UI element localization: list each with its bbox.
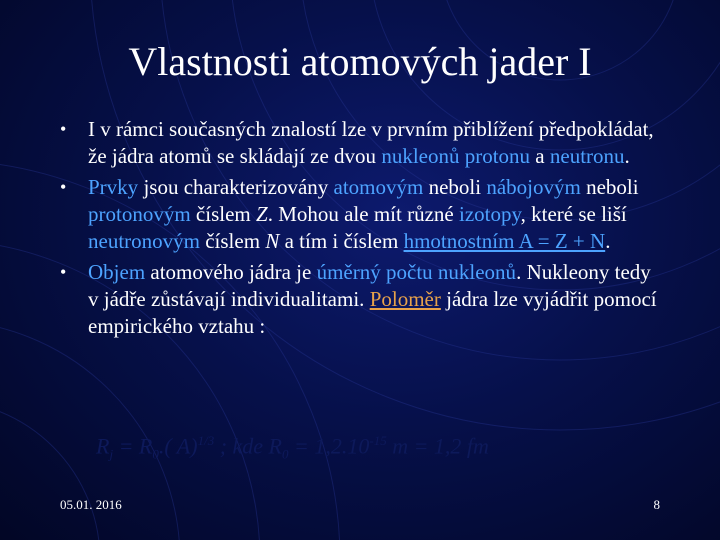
term-hmotnostnim: hmotnostním A = Z + N [403,229,606,253]
bullet-list [60,116,660,344]
term-atomovym: atomovým [333,175,424,199]
term-umerny-poctu-nukleonu: úměrný počtu nukleonů [316,260,517,284]
bullet-1-text-a: I v rámci současných znalostí lze v prvním přiblížení předpokládat, že jádra atomů se skládají ze dvou [88,117,654,168]
polomer-link[interactable]: Poloměr [369,287,441,311]
slide-title: Vlastnosti atomových jader I [128,39,592,84]
bullet-2-text-d: číslem [190,202,256,226]
formula-rhs3-sup: -15 [369,433,387,448]
bullet-item-3 [60,259,660,340]
formula-lhs: R [96,433,110,459]
radius-formula [96,426,656,470]
term-nabojovym: nábojovým [486,175,581,199]
bullet-1-text-c: a [530,144,550,168]
formula-lhs-sub: j [109,446,114,462]
formula-rhs2-sup: 1/3 [197,433,215,448]
formula-rhs4: m = 1,2 fm [386,433,489,459]
bullet-2-text-i: . [605,229,611,253]
bullet-marker: • [60,177,67,197]
formula-rhs1-sub: 0 [152,446,159,462]
term-prvky: Prvky [88,175,139,199]
footer-date: 05.01. 2016 [60,497,122,512]
bullet-3-text-c: jádra lze vyjádřit pomocí empirického vztahu : [88,287,657,338]
bullet-item-1 [60,116,660,170]
formula-rhs2: .( A) [158,433,198,459]
bullet-2-text-h: a tím i číslem [279,229,404,253]
term-protonu: protonu [464,144,531,168]
term-neutronovym: neutronovým [88,229,200,253]
formula-mid-sub: 0 [282,446,289,462]
formula-rhs1: = R [118,433,153,459]
term-neutronu: neutronu [549,144,625,168]
term-nukleonu: nukleonů [381,144,460,168]
bullet-2-text-b: neboli [423,175,487,199]
term-izotopy: izotopy [458,202,521,226]
bullet-2-text-e: . Mohou ale mít různé [267,202,459,226]
symbol-n: N [265,229,280,253]
symbol-z: Z [256,202,268,226]
bullet-2-text-g: číslem [199,229,266,253]
bullet-1-text-d: . [624,144,630,168]
bullet-2-text-a: jsou charakterizovány [138,175,334,199]
term-protonovym: protonovým [88,202,191,226]
formula-rhs3: = 1,2.10 [288,433,370,459]
bullet-2-text-c: neboli [580,175,639,199]
page-number: 8 [653,497,660,512]
bullet-2-text-f: , které se liší [520,202,627,226]
bullet-marker: • [60,262,67,282]
bullet-item-2 [60,174,660,255]
bullet-marker: • [60,119,67,139]
bullet-3-text-a: atomového jádra je [145,260,317,284]
bullet-3-text-b: . Nukleony tedy v jádře zůstávají individualitami. [88,260,651,311]
formula-mid: ; kde R [214,433,282,459]
term-objem: Objem [88,260,146,284]
